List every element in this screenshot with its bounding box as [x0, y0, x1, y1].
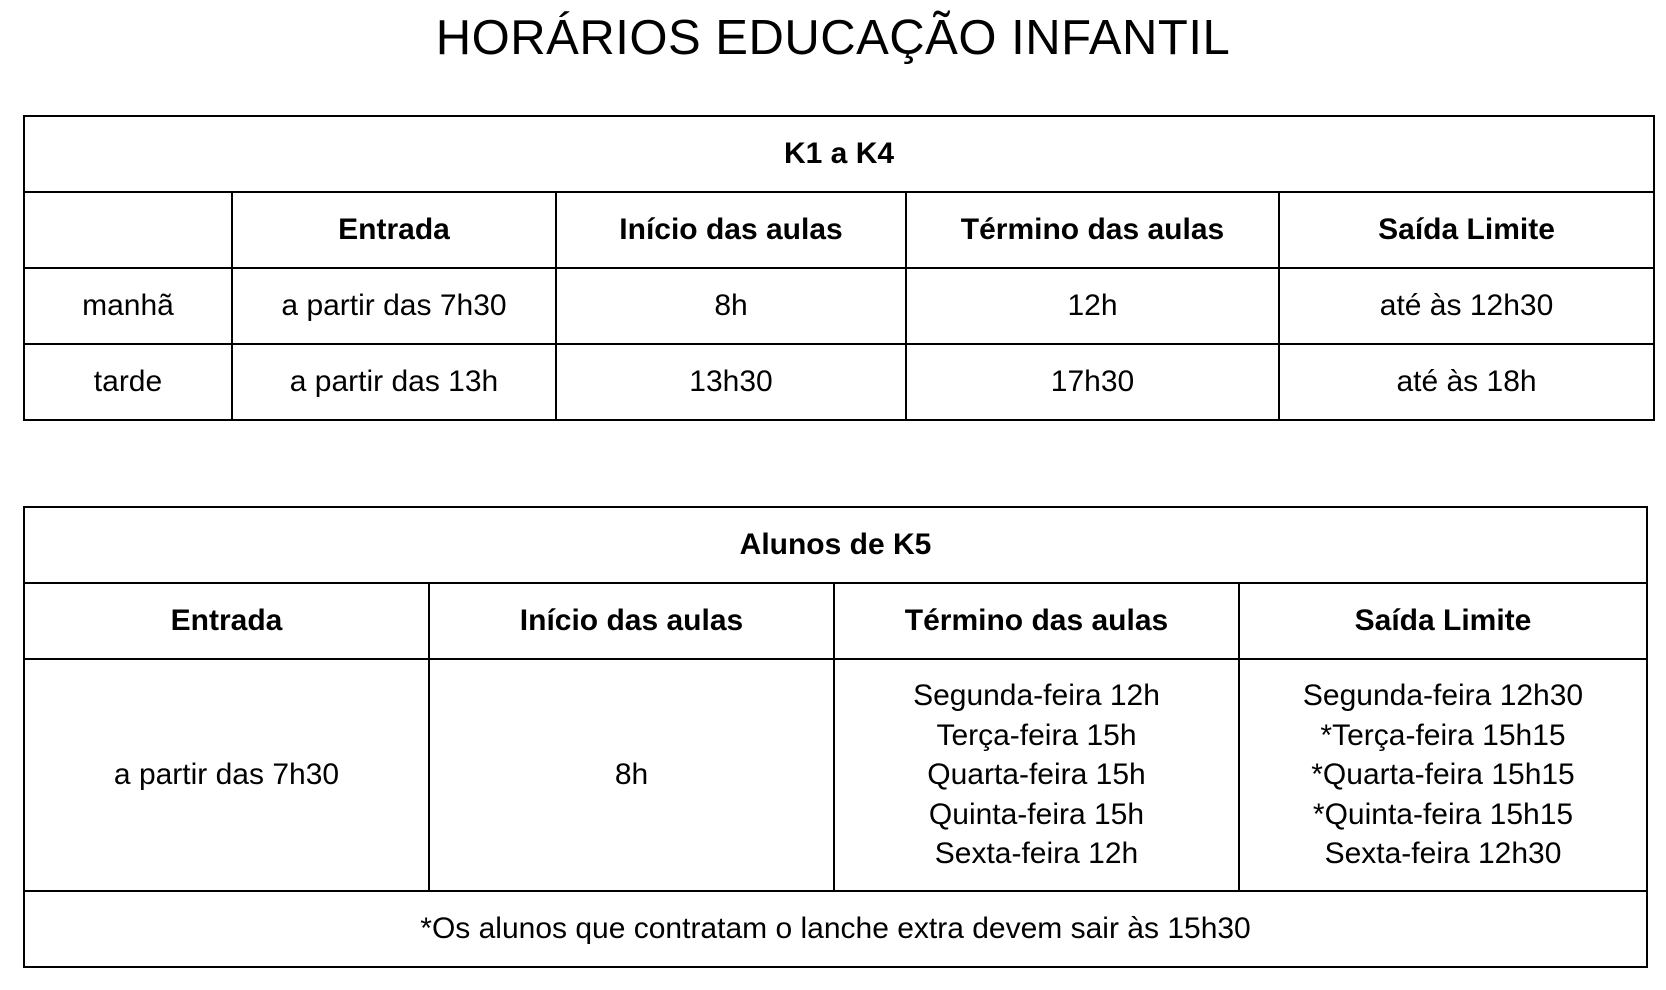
saida-cell: até às 18h — [1279, 344, 1654, 420]
saida-cell: até às 12h30 — [1279, 268, 1654, 344]
inicio-cell: 8h — [556, 268, 906, 344]
termino-day-item: Terça-feira 15h — [936, 718, 1137, 752]
table-title: K1 a K4 — [24, 116, 1654, 192]
table-row — [24, 344, 1654, 420]
table-title-row — [24, 116, 1654, 192]
saida-day-item: *Quinta-feira 15h15 — [1312, 797, 1574, 831]
entrada-cell: a partir das 13h — [232, 344, 556, 420]
table-title: Alunos de K5 — [24, 507, 1647, 583]
termino-day-item: Segunda-feira 12h — [913, 679, 1160, 713]
period-cell: tarde — [24, 344, 232, 420]
entrada-cell: a partir das 7h30 — [24, 659, 429, 891]
k5-schedule-table — [23, 506, 1648, 968]
header-cell-saida: Saída Limite — [1239, 583, 1647, 659]
header-cell-inicio: Início das aulas — [429, 583, 834, 659]
period-cell: manhã — [24, 268, 232, 344]
header-cell-entrada: Entrada — [24, 583, 429, 659]
termino-day-item: Sexta-feira 12h — [934, 837, 1139, 871]
termino-day-list — [835, 676, 1238, 874]
header-row — [24, 583, 1647, 659]
header-cell-termino: Término das aulas — [906, 192, 1279, 268]
saida-day-list — [1240, 676, 1646, 874]
termino-day-item: Quarta-feira 15h — [927, 758, 1146, 792]
saida-day-item: *Quarta-feira 15h15 — [1311, 758, 1575, 792]
saida-cell — [1239, 659, 1647, 891]
page-title: HORÁRIOS EDUCAÇÃO INFANTIL — [435, 11, 1231, 65]
k1-k4-schedule-table — [23, 115, 1655, 421]
termino-cell: 17h30 — [906, 344, 1279, 420]
header-row — [24, 192, 1654, 268]
header-cell-entrada: Entrada — [232, 192, 556, 268]
termino-cell — [834, 659, 1239, 891]
header-cell-saida: Saída Limite — [1279, 192, 1654, 268]
saida-day-item: *Terça-feira 15h15 — [1320, 718, 1566, 752]
header-cell-termino: Término das aulas — [834, 583, 1239, 659]
saida-day-item: Sexta-feira 12h30 — [1324, 837, 1562, 871]
footnote-row — [24, 891, 1647, 967]
table-title-row — [24, 507, 1647, 583]
header-cell-period — [24, 192, 232, 268]
header-cell-inicio: Início das aulas — [556, 192, 906, 268]
entrada-cell: a partir das 7h30 — [232, 268, 556, 344]
saida-day-item: Segunda-feira 12h30 — [1302, 679, 1584, 713]
inicio-cell: 13h30 — [556, 344, 906, 420]
termino-day-item: Quinta-feira 15h — [928, 797, 1145, 831]
table-row — [24, 659, 1647, 891]
termino-cell: 12h — [906, 268, 1279, 344]
inicio-cell: 8h — [429, 659, 834, 891]
footnote: *Os alunos que contratam o lanche extra devem sair às 15h30 — [24, 891, 1647, 967]
table-row — [24, 268, 1654, 344]
